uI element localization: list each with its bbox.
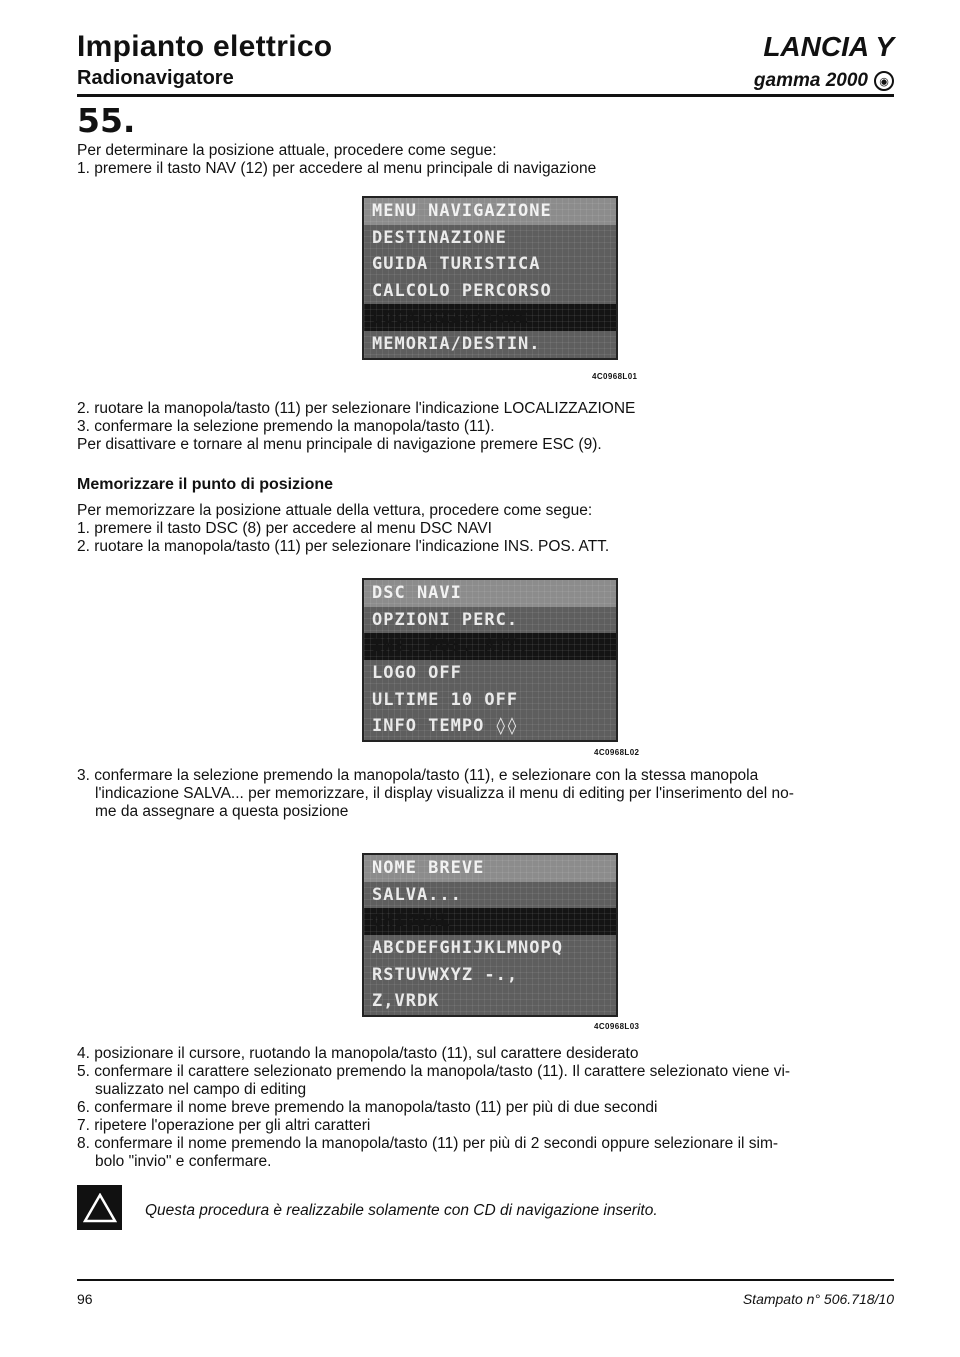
intro-text xyxy=(77,142,897,178)
lcd-row: INFO TEMPO ◊◊ xyxy=(364,713,616,740)
figure-code: 4C0968L01 xyxy=(592,372,638,381)
lcd-row: GUIDA TURISTICA xyxy=(364,251,616,278)
lcd-row: CALCOLO PERCORSO xyxy=(364,278,616,305)
step-line: 5. confermare il carattere selezionato premendo la manopola/tasto (11). Il carattere selezionato viene vi- xyxy=(77,1063,791,1080)
steps-block xyxy=(77,502,897,556)
lcd-screen-navigation-menu xyxy=(362,196,618,360)
footer-divider xyxy=(77,1279,894,1281)
lcd-row: DESTINAZIONE xyxy=(364,225,616,252)
step-line: 3. confermare la selezione premendo la manopola/tasto (11), e selezionare con la stessa manopola xyxy=(77,767,759,784)
step-line: Per memorizzare la posizione attuale della vettura, procedere come segue: xyxy=(77,502,593,519)
figure-code: 4C0968L03 xyxy=(594,1022,640,1031)
intro-line: Per determinare la posizione attuale, procedere come segue: xyxy=(77,142,497,159)
step-line: sualizzato nel campo di editing xyxy=(95,1081,307,1098)
lcd-row-selected: INS. POS. ATT. xyxy=(364,633,616,660)
header-divider xyxy=(77,94,894,97)
steps-block xyxy=(77,1045,897,1171)
step-line: 2. ruotare la manopola/tasto (11) per selezionare l'indicazione INS. POS. ATT. xyxy=(77,538,610,555)
step-line: l'indicazione SALVA... per memorizzare, il display visualizza il menu di editing per l'inserimento del no- xyxy=(95,785,794,802)
range-label: gamma 2000 xyxy=(753,70,868,91)
lcd-row: NOME BREVE xyxy=(364,855,616,882)
lcd-screen-dsc-navi xyxy=(362,578,618,742)
steps-block xyxy=(77,767,897,821)
lcd-row: RSTUVWXYZ -., xyxy=(364,961,616,988)
page-number: 96 xyxy=(77,1291,93,1307)
steering-wheel-icon: ◉ xyxy=(874,71,894,91)
section-heading: Memorizzare il punto di posizione xyxy=(77,476,334,493)
step-line: 1. premere il tasto NAV (12) per accedere al menu principale di navigazione xyxy=(77,160,597,177)
lcd-row: MENU NAVIGAZIONE xyxy=(364,198,616,225)
step-line: 6. confermare il nome breve premendo la manopola/tasto (11) per più di due secondi xyxy=(77,1099,658,1116)
steps-block xyxy=(77,400,897,454)
header-subtitle: Radionavigatore xyxy=(77,67,234,89)
lcd-row: SALVA... xyxy=(364,882,616,909)
lcd-row-selected: GHIDDAL xyxy=(364,908,616,935)
lcd-screen-name-editing xyxy=(362,853,618,1017)
lcd-row: ABCDEFGHIJKLMNOPQ xyxy=(364,935,616,962)
header-range xyxy=(754,70,894,92)
step-line: bolo "invio" e confermare. xyxy=(95,1153,272,1170)
step-line: me da assegnare a questa posizione xyxy=(95,803,349,820)
header-title: Impianto elettrico xyxy=(77,30,333,63)
figure-code: 4C0968L02 xyxy=(594,748,640,757)
lcd-row-selected: LOCALIZZAZIONE xyxy=(364,304,616,331)
step-line: 1. premere il tasto DSC (8) per accedere al menu DSC NAVI xyxy=(77,520,492,537)
step-line: 2. ruotare la manopola/tasto (11) per selezionare l'indicazione LOCALIZZAZIONE xyxy=(77,400,636,417)
lcd-row: ULTIME 10 OFF xyxy=(364,686,616,713)
section-number: 55. xyxy=(77,101,136,140)
lcd-row: Z,VRDK xyxy=(364,988,616,1015)
print-reference: Stampato n° 506.718/10 xyxy=(742,1291,894,1307)
warning-icon xyxy=(77,1185,122,1230)
lcd-row: OPZIONI PERC. xyxy=(364,607,616,634)
lcd-row: LOGO OFF xyxy=(364,660,616,687)
warning-note: Questa procedura è realizzabile solamente con CD di navigazione inserito. xyxy=(145,1202,658,1219)
step-line: Per disattivare e tornare al menu principale di navigazione premere ESC (9). xyxy=(77,436,602,453)
step-line: 7. ripetere l'operazione per gli altri caratteri xyxy=(77,1117,371,1134)
lcd-row: DSC NAVI xyxy=(364,580,616,607)
lcd-row: MEMORIA/DESTIN. xyxy=(364,331,616,358)
step-line: 3. confermare la selezione premendo la manopola/tasto (11). xyxy=(77,418,495,435)
step-line: 8. confermare il nome premendo la manopola/tasto (11) per più di 2 secondi oppure selezionare il sim- xyxy=(77,1135,779,1152)
step-line: 4. posizionare il cursore, ruotando la manopola/tasto (11), sul carattere desiderato xyxy=(77,1045,639,1062)
header-brand: LANCIA Y xyxy=(763,31,894,62)
